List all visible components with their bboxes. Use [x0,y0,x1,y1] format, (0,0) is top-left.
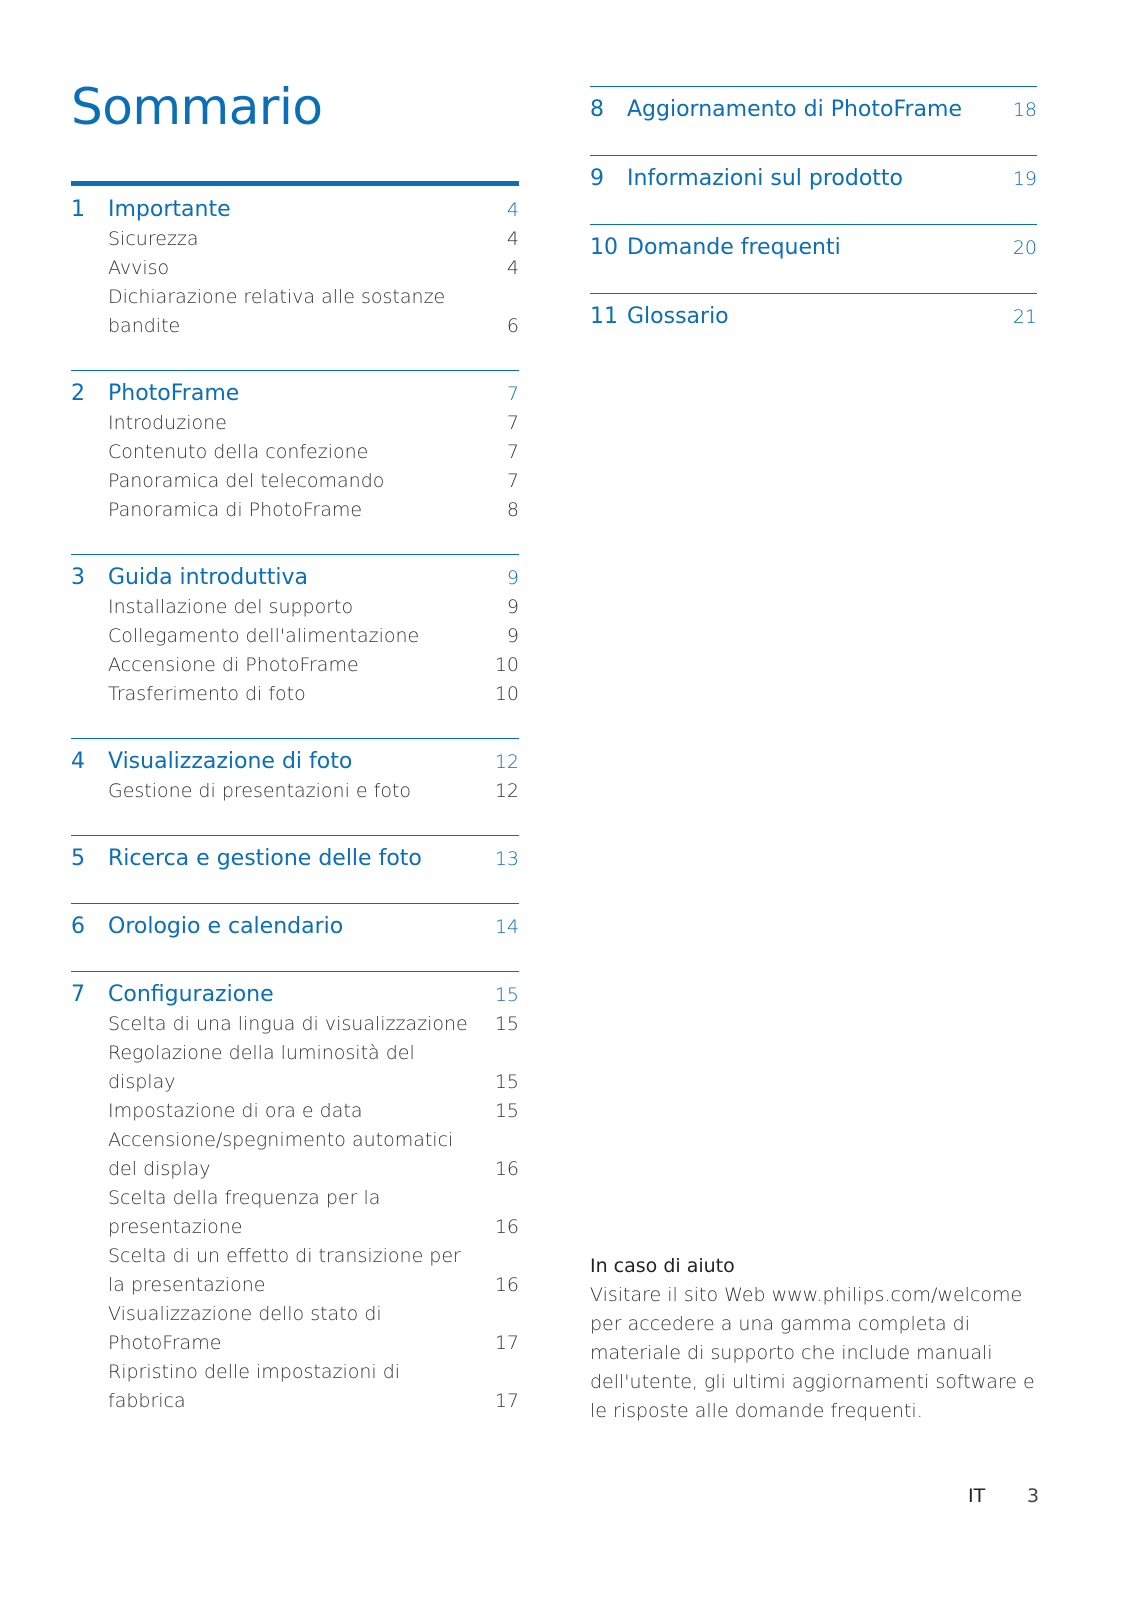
toc-section [71,554,519,738]
toc-item-page: 8 [506,499,519,521]
toc-section-number: 2 [71,381,85,406]
section-spacer [71,341,519,370]
section-spacer [71,525,519,554]
toc-item-page: 6 [506,315,519,337]
toc-section-title: Aggiornamento di PhotoFrame [627,97,962,122]
toc-section [590,293,1037,362]
toc-section-page: 13 [494,848,519,870]
toc-item[interactable] [108,254,519,283]
toc-section [590,86,1037,155]
toc-item-page: 9 [506,596,519,618]
toc-item-title: Trasferimento di foto [108,683,306,705]
toc-item-title: Avviso [108,257,170,279]
toc-item-page: 15 [494,1071,519,1093]
toc-left-column [71,181,519,1445]
toc-section-number: 9 [590,166,604,191]
help-text: Visitare il sito Web www.philips.com/welcome per accedere a una gamma completa di materiale di supporto che include manuali dell'utente, gli ultimi aggiornamenti software e le risposte alle domande frequenti. [590,1284,1035,1422]
toc-item-title: Panoramica di PhotoFrame [108,499,363,521]
footer-page-number: 3 [1027,1485,1040,1507]
toc-section-heading[interactable] [590,95,1037,125]
section-spacer [71,709,519,738]
toc-section-title: Ricerca e gestione delle foto [108,846,422,871]
help-title: In caso di aiuto [590,1255,735,1277]
toc-section-heading[interactable] [71,912,519,942]
toc-section-heading[interactable] [71,563,519,593]
toc-item-page: 16 [494,1216,519,1238]
toc-section-heading[interactable] [71,844,519,874]
toc-item-page: 10 [494,654,519,676]
toc-section-page: 9 [506,567,519,589]
toc-item[interactable] [108,1039,519,1097]
footer-language: IT [968,1485,986,1507]
toc-section [71,181,519,370]
toc-item-title: Gestione di presentazioni e foto [108,780,412,802]
toc-item[interactable] [108,496,519,525]
toc-section-number: 7 [71,982,85,1007]
toc-item[interactable] [108,651,519,680]
toc-section-number: 11 [590,304,618,329]
toc-item[interactable] [108,622,519,651]
toc-item-page: 15 [494,1013,519,1035]
toc-section [590,155,1037,224]
toc-item-page: 15 [494,1100,519,1122]
toc-section-heading[interactable] [590,302,1037,332]
toc-section-number: 1 [71,197,85,222]
toc-item-page: 10 [494,683,519,705]
toc-section-page: 14 [494,916,519,938]
toc-item-title: Accensione di PhotoFrame [108,654,359,676]
toc-item-page: 16 [494,1274,519,1296]
toc-section-number: 6 [71,914,85,939]
toc-section-title: Informazioni sul prodotto [627,166,904,191]
toc-item[interactable] [108,1010,519,1039]
section-spacer [71,1416,519,1445]
toc-section-heading[interactable] [71,195,519,225]
toc-item[interactable] [108,1300,519,1358]
toc-item-list [71,593,519,709]
toc-item-page: 16 [494,1158,519,1180]
toc-item-title: Panoramica del telecomando [108,470,385,492]
toc-item-list [71,409,519,525]
toc-item[interactable] [108,1184,519,1242]
toc-section-page: 21 [1012,306,1037,328]
toc-item-page: 12 [494,780,519,802]
toc-section-title: Importante [108,197,231,222]
toc-item-title: Dichiarazione relativa alle sostanze bandite [108,286,446,337]
toc-section-heading[interactable] [590,233,1037,263]
toc-item-title: Scelta di una lingua di visualizzazione [108,1013,468,1035]
toc-item-title: Scelta della frequenza per la presentazione [108,1187,381,1238]
toc-item-title: Visualizzazione dello stato di PhotoFrame [108,1303,382,1354]
toc-section-title: Orologio e calendario [108,914,344,939]
toc-section-title: Visualizzazione di foto [108,749,353,774]
toc-section-number: 4 [71,749,85,774]
help-box [590,1252,1040,1426]
toc-item[interactable] [108,1358,519,1416]
toc-item-title: Sicurezza [108,228,199,250]
toc-section-heading[interactable] [71,747,519,777]
toc-section-title: Domande frequenti [627,235,841,260]
toc-section-title: Configurazione [108,982,274,1007]
toc-item[interactable] [108,409,519,438]
toc-item-list [71,777,519,806]
toc-item-title: Scelta di un effetto di transizione per la presentazione [108,1245,461,1296]
toc-item[interactable] [108,1242,519,1300]
toc-item-page: 17 [494,1332,519,1354]
section-spacer [71,942,519,971]
toc-section [71,835,519,903]
section-spacer [71,874,519,903]
toc-item-title: Introduzione [108,412,227,434]
toc-section [71,738,519,835]
toc-item-list [71,1010,519,1416]
toc-section-heading[interactable] [71,379,519,409]
toc-item-title: Ripristino delle impostazioni di fabbrica [108,1361,401,1412]
toc-item[interactable] [108,467,519,496]
toc-item[interactable] [108,1126,519,1184]
toc-item-page: 7 [506,441,519,463]
toc-section-page: 18 [1012,99,1037,121]
toc-item-page: 17 [494,1390,519,1412]
toc-section-heading[interactable] [71,980,519,1010]
page-title: Sommario [71,78,323,136]
toc-section-title: Glossario [627,304,729,329]
toc-item-title: Installazione del supporto [108,596,354,618]
toc-item[interactable] [108,225,519,254]
toc-section-number: 8 [590,97,604,122]
toc-section-page: 7 [506,383,519,405]
toc-section-page: 15 [494,984,519,1006]
toc-section-number: 3 [71,565,85,590]
toc-item-list [71,225,519,341]
toc-item-page: 4 [506,257,519,279]
toc-item-title: Impostazione di ora e data [108,1100,363,1122]
toc-section-title: PhotoFrame [108,381,240,406]
toc-item-title: Regolazione della luminosità del display [108,1042,415,1093]
toc-section-title: Guida introduttiva [108,565,309,590]
toc-item-title: Contenuto della confezione [108,441,369,463]
toc-item[interactable] [108,1097,519,1126]
toc-item-page: 7 [506,470,519,492]
toc-section-page: 12 [494,751,519,773]
toc-item[interactable] [108,438,519,467]
toc-section [590,224,1037,293]
toc-item[interactable] [108,283,519,341]
toc-item-title: Collegamento dell'alimentazione [108,625,420,647]
toc-section-page: 4 [506,199,519,221]
toc-section-page: 19 [1012,168,1037,190]
toc-item[interactable] [108,680,519,709]
section-spacer [71,806,519,835]
toc-section-number: 5 [71,846,85,871]
toc-section-heading[interactable] [590,164,1037,194]
toc-section [71,971,519,1445]
toc-section-number: 10 [590,235,618,260]
toc-item[interactable] [108,777,519,806]
toc-right-column [590,86,1037,362]
toc-item[interactable] [108,593,519,622]
toc-item-page: 9 [506,625,519,647]
toc-section-page: 20 [1012,237,1037,259]
toc-item-page: 7 [506,412,519,434]
toc-item-title: Accensione/spegnimento automatici del display [108,1129,454,1180]
toc-item-page: 4 [506,228,519,250]
toc-section [71,370,519,554]
toc-section [71,903,519,971]
